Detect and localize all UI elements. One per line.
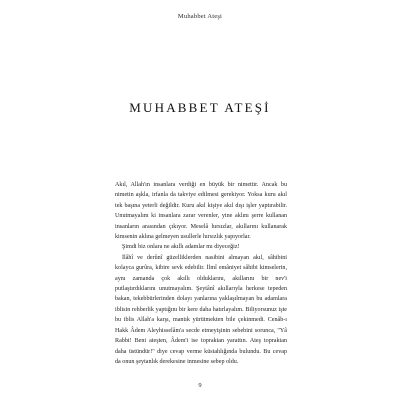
paragraph: Akıl, Allah'ın insanlara verdiği en büyük bir nimettir. Ancak bu nimetin aşkla, irfanla da takviye edilmesi gerekiyor. Yoksa kuru akıl tek başına yeterli değildir. Kuru akıl kişiye akıl dışı işler yaptırabilir. Unutmayalım ki insanlara zarar verenler, yine aklını şerre kullanan insanların arasından çıkıyor. Meselâ hırsızlar, akıllarını kullanarak kimsenin aklına gelmeyen usullerle hırsızlık yapıyorlar. [115,182,287,241]
body-text [115,180,287,367]
chapter-title: MUHABBET ATEŞİ [129,100,271,115]
page-number: 9 [198,382,202,389]
paragraph: İlâhî ve derûnî güzelliklerden nasibini almayan akıl, sâhibini kolayca gurûra, kibire sevk edebilir. İlmî emâniyet sâhibi kimselerin, aynı zamanda çok akıllı olduklarını, akıllarını bir nev'i putlaştırdıklarını unutmayalım. Şeytânî akıllarıyla herkese tepeden bakan, tekebbürlerinden dolayı yanlarına yaklaşılmayan bu adamlara iblisin rehberlik yaptığını bir kere daha hatırlayalım. Biliyorsunuz işte bu iblis Allah'a karşı, mantık yürütmekten bile çekinmedi. Cenâb-ı Hakk Âdem Aleyhisselâm'a secde etmeyişinin sebebini sorunca, "Yâ Rabbi! Beni ateşten, Âdem'i ise topraktan yarattın. Ateş topraktan daha üstündür!" diye cevap verme küstahlığında bulundu. Bu cevap da onun şeytanlık derekesine inmesine sebep oldu. [115,254,287,365]
running-head: Muhabbet Ateşi [177,13,223,20]
paragraph: Şimdi biz onlara ne akıllı adamlar mı diyeceğiz! [122,244,240,251]
